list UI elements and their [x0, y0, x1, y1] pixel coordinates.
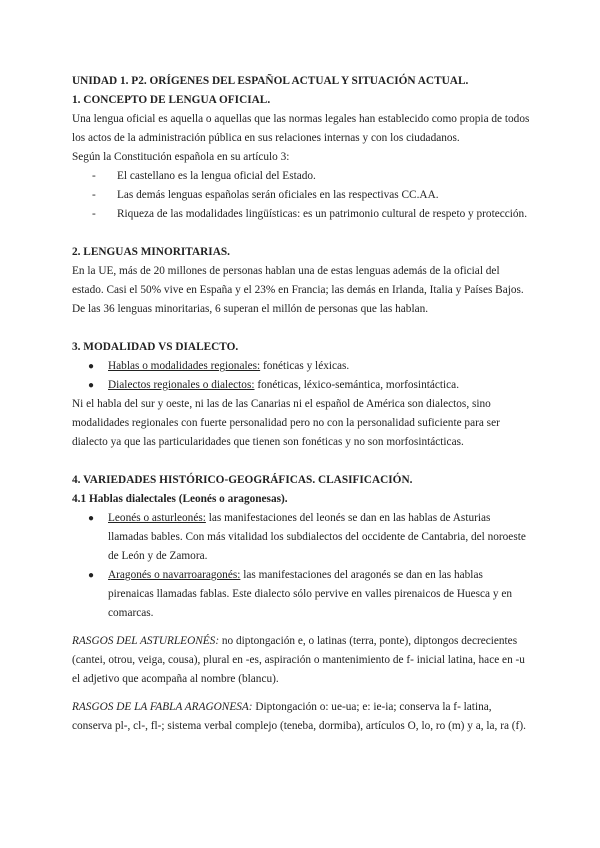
- section-3-paragraph: Ni el habla del sur y oeste, ni las de las Canarias ni el español de América son dialectos, sino modalidades regionales con fuerte personalidad pero no con la personalidad suficiente para ser dialecto ya que las particularidades que tienen son fonéticas y no son morfosintácticas.: [72, 398, 500, 448]
- section-4-heading: 4. VARIEDADES HISTÓRICO-GEOGRÁFICAS. CLASIFICACIÓN.: [72, 474, 413, 486]
- dash-marker: -: [92, 189, 96, 201]
- bullet-dot-icon: ●: [88, 361, 95, 372]
- section-1-paragraph: Una lengua oficial es aquella o aquellas que las normas legales han establecido como propia de todos los actos de la administración pública en sus relaciones internas y con los ciudadanos.: [72, 113, 530, 144]
- list-item: - El castellano es la lengua oficial del Estado.: [72, 167, 530, 186]
- dash-marker: -: [92, 208, 96, 220]
- section-3-list: [72, 357, 530, 395]
- section-3-heading: 3. MODALIDAD VS DIALECTO.: [72, 341, 239, 353]
- list-item: ● Hablas o modalidades regionales: fonéticas y léxicas.: [72, 357, 530, 376]
- list-item: ● Leonés o asturleonés: las manifestaciones del leonés se dan en las hablas de Asturias llamadas bables. Con más vitalidad los subdialectos del occidente de Cantabria, del noroeste de León y de Zamora.: [72, 509, 530, 566]
- section-4-1-subheading: 4.1 Hablas dialectales (Leonés o aragonesas).: [72, 493, 288, 505]
- asturleones-features-paragraph: RASGOS DEL ASTURLEONÉS: no diptongación e, o latinas (terra, ponte), diptongos decrecientes (cantei, otrou, veiga, cousa), plural en -es, aspiración o mantenimiento de f- inicial latina, hace en -u el adjetivo que acompaña al nombre (blancu).: [72, 635, 525, 685]
- section-1-constitution-line: Según la Constitución española en su artículo 3:: [72, 151, 290, 163]
- bullet-dot-icon: ●: [88, 380, 95, 391]
- list-item: - Riqueza de las modalidades lingüísticas: es un patrimonio cultural de respeto y protección.: [72, 205, 530, 224]
- aragones-features-paragraph: RASGOS DE LA FABLA ARAGONESA: Diptongación o: ue-ua; e: ie-ia; conserva la f- latina, conserva pl-, cl-, fl-; sistema verbal complejo (teneba, dormiba), artículos O, lo, ro (m) y a, la, ra (f).: [72, 701, 526, 732]
- bullet-dot-icon: ●: [88, 570, 95, 581]
- dash-marker: -: [92, 170, 96, 182]
- section-2-heading: 2. LENGUAS MINORITARIAS.: [72, 246, 230, 258]
- section-2-paragraph: En la UE, más de 20 millones de personas hablan una de estas lenguas además de la oficial del estado. Casi el 50% vive en España y el 23% en Francia; las demás en Irlanda, Italia y Países Bajos. De las 36 lenguas minoritarias, 6 superan el millón de personas que las hablan.: [72, 265, 524, 315]
- section-1-list: [72, 167, 530, 224]
- bullet-dot-icon: ●: [88, 513, 95, 524]
- section-4-list: [72, 509, 530, 623]
- list-item: ● Aragonés o navarroaragonés: las manifestaciones del aragonés se dan en las hablas pirenaicas llamadas fablas. Este dialecto sólo pervive en valles pirenaicos de Huesca y en comarcas.: [72, 566, 530, 623]
- list-item: - Las demás lenguas españolas serán oficiales en las respectivas CC.AA.: [72, 186, 530, 205]
- list-item: ● Dialectos regionales o dialectos: fonéticas, léxico-semántica, morfosintáctica.: [72, 376, 530, 395]
- document-title: UNIDAD 1. P2. ORÍGENES DEL ESPAÑOL ACTUAL Y SITUACIÓN ACTUAL.: [72, 75, 469, 87]
- section-1-heading: 1. CONCEPTO DE LENGUA OFICIAL.: [72, 94, 271, 106]
